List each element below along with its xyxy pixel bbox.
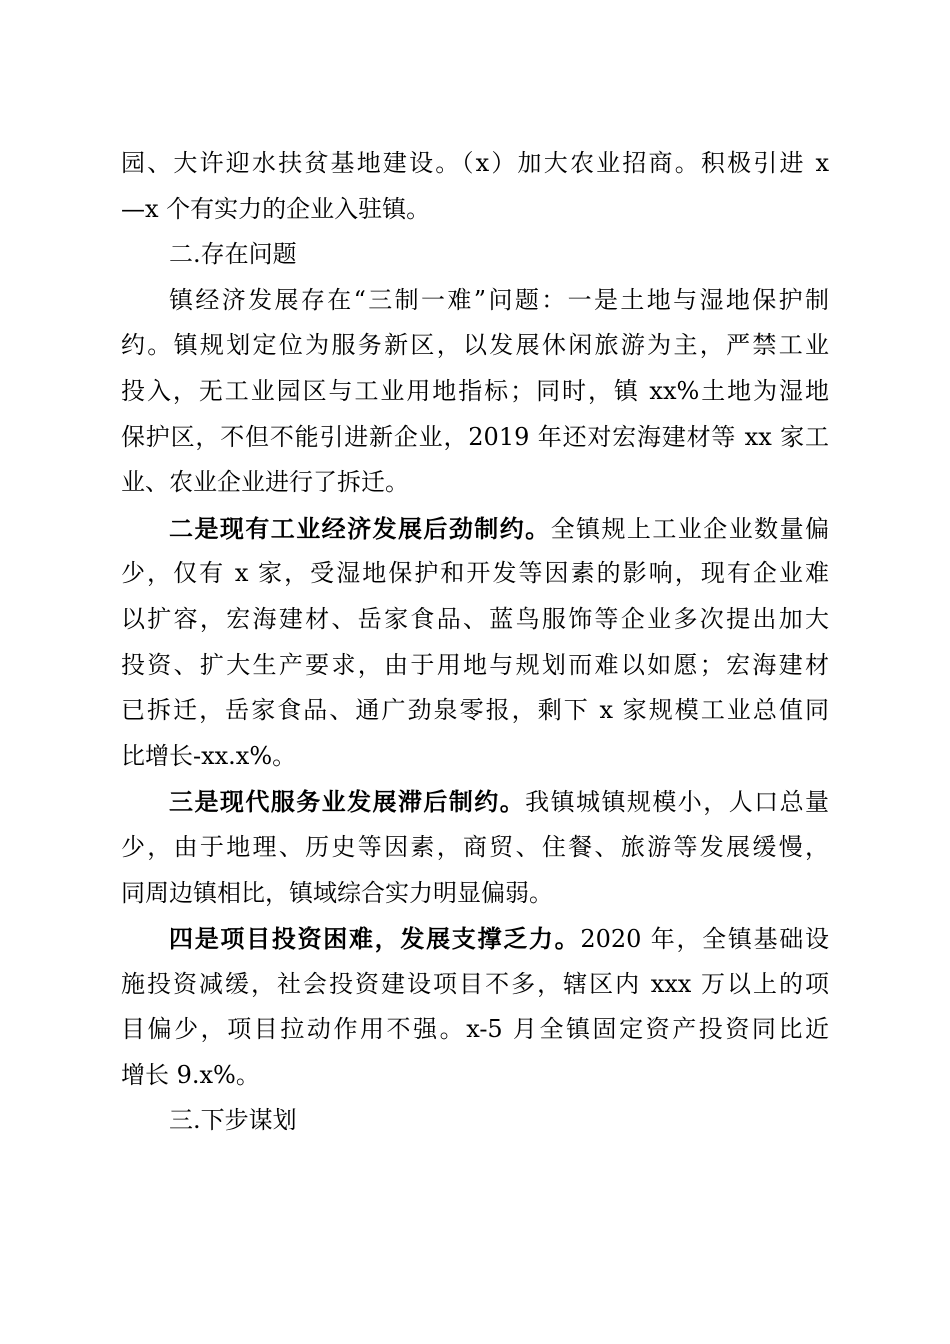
- p5-lead-rest: 2020 年，全镇基础设: [580, 925, 829, 954]
- p4-line-3: 同周边镇相比，镇域综合实力明显偏弱。: [121, 878, 553, 907]
- p2-line-5: 业、农业企业进行了拆迁。: [121, 468, 409, 497]
- p2-line-2: 约。镇规划定位为服务新区，以发展休闲旅游为主，严禁工业: [121, 331, 829, 360]
- p4-line-2: 少，由于地理、历史等因素，商贸、住餐、旅游等发展缓慢，: [121, 832, 829, 861]
- p1-line-2: —x 个有实力的企业入驻镇。: [121, 194, 431, 223]
- p4-line-1: [121, 779, 829, 825]
- p3-lead-rest: 全镇规上工业企业数量偏: [550, 514, 830, 543]
- section-heading-next-steps: 三.下步谋划: [169, 1106, 297, 1135]
- p2-line-1: 镇经济发展存在“三制一难”问题：一是土地与湿地保护制: [169, 285, 829, 314]
- document-body: [121, 141, 829, 1144]
- p5-line-3: 目偏少，项目拉动作用不强。x-5 月全镇固定资产投资同比近: [121, 1015, 829, 1044]
- p5-line-4: 增长 9.x%。: [121, 1060, 260, 1089]
- p4-lead-rest: 我镇城镇规模小，人口总量: [525, 788, 830, 817]
- p3-line-3: 以扩容，宏海建材、岳家食品、蓝鸟服饰等企业多次提出加大: [121, 604, 829, 633]
- p3-line-6: 比增长-xx.x%。: [121, 741, 297, 770]
- p5-lead-bold: 四是项目投资困难，发展支撑乏力。: [169, 924, 581, 954]
- p4-lead-bold: 三是现代服务业发展滞后制约。: [169, 787, 526, 817]
- p3-line-4: 投资、扩大生产要求，由于用地与规划而难以如愿；宏海建材: [121, 650, 829, 679]
- section-heading-problems: 二.存在问题: [169, 240, 297, 269]
- p3-line-2: 少，仅有 x 家，受湿地保护和开发等因素的影响，现有企业难: [121, 559, 829, 588]
- p3-line-5: 已拆迁，岳家食品、通广劲泉零报，剩下 x 家规模工业总值同: [121, 696, 829, 725]
- p3-lead-bold: 二是现有工业经济发展后劲制约。: [169, 513, 551, 543]
- p2-line-4: 保护区，不但不能引进新企业，2019 年还对宏海建材等 xx 家工: [121, 422, 829, 451]
- p2-line-3: 投入，无工业园区与工业用地指标；同时，镇 xx%土地为湿地: [121, 376, 829, 405]
- p3-line-1: [121, 506, 829, 552]
- p5-line-2: 施投资减缓，社会投资建设项目不多，辖区内 xxx 万以上的项: [121, 969, 829, 998]
- p1-line-1: 园、大许迎水扶贫基地建设。（x）加大农业招商。积极引进 x: [121, 149, 829, 177]
- p5-line-1: [121, 916, 829, 962]
